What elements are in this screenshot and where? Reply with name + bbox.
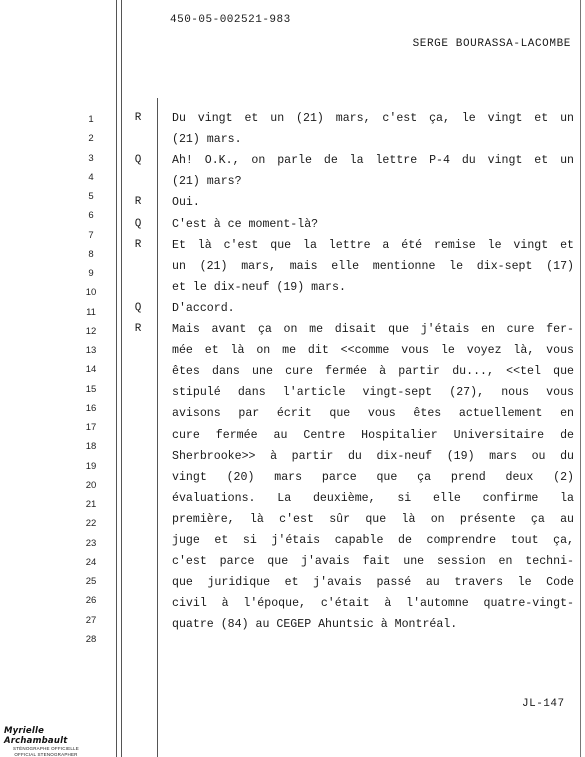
transcript-line: Oui. [172, 196, 200, 210]
line-number: 19 [85, 460, 97, 472]
margin-rule-left [116, 0, 117, 757]
transcript-line: D'accord. [172, 301, 235, 315]
line-number: 9 [88, 268, 94, 279]
line-number: 11 [86, 306, 96, 318]
line-number: 7 [88, 229, 94, 241]
transcript-line: un (21) mars, mais elle mentionne le dix-sept (17) [172, 259, 574, 273]
speaker-marker: R [134, 112, 142, 124]
transcript-line: (21) mars. [172, 133, 242, 147]
transcript-line: Ah! O.K., on parle de la lettre P-4 du vingt et un [172, 154, 574, 168]
transcript-line: et le dix-neuf (19) mars. [172, 280, 346, 294]
line-number: 25 [85, 576, 97, 587]
speaker-marker: R [134, 238, 142, 251]
speaker-marker: Q [134, 154, 142, 167]
margin-rule-right [580, 0, 581, 757]
speaker-marker: R [134, 196, 142, 209]
transcript-line: avisons par écrit que vous êtes actuellement en [172, 407, 574, 421]
stenographer-title-en: OFFICIAL STENOGRAPHER [14, 751, 78, 757]
transcript-line: première, là c'est sûr que là on présente ça au [172, 512, 574, 526]
transcript-line: juge et si j'étais capable de comprendre tout ça, [172, 534, 574, 547]
transcript-line: vingt (20) mars parce que ça prend deux (2) [172, 470, 574, 484]
stenographer-stamp [4, 726, 88, 757]
line-number: 8 [88, 248, 94, 260]
line-number: 15 [85, 383, 97, 395]
margin-rule-speaker [157, 98, 158, 757]
witness-name: SERGE BOURASSA-LACOMBE [412, 38, 571, 50]
line-number: 6 [88, 210, 94, 222]
line-number: 20 [85, 479, 97, 491]
line-number: 10 [85, 287, 97, 299]
speaker-marker: Q [134, 301, 142, 314]
line-number: 5 [88, 191, 94, 202]
transcript-line: quatre (84) au CEGEP Ahuntsic à Montréal. [172, 618, 458, 632]
transcript-line: c'est parce que j'avais fait une session en techni- [172, 555, 574, 569]
stenographer-name: Myrielle Archambault [4, 726, 68, 746]
transcript-line: civil à l'époque, c'était à l'automne quatre-vingt- [172, 597, 574, 611]
line-number: 21 [85, 499, 97, 510]
line-number: 24 [85, 556, 97, 568]
line-number: 4 [88, 171, 94, 183]
transcript-line: mée et là on me dit <<comme vous le voyez là, vous [172, 344, 574, 358]
transcript-line: Du vingt et un (21) mars, c'est ça, le vingt et un [172, 112, 574, 125]
transcript-line: Sherbrooke>> à partir du dix-neuf (19) mars ou du [172, 449, 574, 463]
speaker-marker: R [134, 323, 142, 335]
line-number: 13 [85, 345, 97, 356]
line-number: 12 [85, 325, 97, 337]
transcript-line: évaluations. La deuxième, si elle confirme la [172, 491, 574, 505]
transcript-line: Mais avant ça on me disait que j'étais en cure fer- [172, 323, 574, 336]
transcript-line: que juridique et j'avais passé au travers le Code [172, 576, 574, 590]
transcript-line: C'est à ce moment-là? [172, 217, 319, 231]
line-number: 3 [88, 152, 94, 164]
case-number: 450-05-002521-983 [170, 14, 291, 26]
line-number: 23 [85, 537, 97, 549]
line-number: 22 [85, 518, 97, 530]
line-number: 1 [88, 114, 94, 125]
transcript-line: cure fermée au Centre Hospitalier Universitaire de [172, 428, 574, 442]
transcript-line: êtes dans une cure fermée à partir du..., <<tel que [172, 365, 574, 379]
line-number: 14 [85, 364, 97, 376]
page-reference: JL-147 [522, 698, 565, 710]
speaker-marker: Q [134, 217, 142, 230]
margin-rule-left-inner [121, 0, 122, 757]
line-number: 27 [85, 614, 97, 626]
line-number: 18 [85, 441, 97, 453]
transcript-line: (21) mars? [172, 175, 242, 189]
line-number: 28 [85, 633, 97, 645]
transcript-line: stipulé dans l'article vingt-sept (27), nous vous [172, 386, 574, 400]
stenographer-title-fr: STÉNOGRAPHE OFFICIELLE [13, 746, 79, 751]
line-number: 16 [85, 402, 97, 414]
line-number: 17 [85, 422, 97, 433]
line-number: 2 [88, 133, 94, 145]
line-number: 26 [85, 595, 97, 607]
transcript-line: Et là c'est que la lettre a été remise le vingt et [172, 238, 574, 252]
